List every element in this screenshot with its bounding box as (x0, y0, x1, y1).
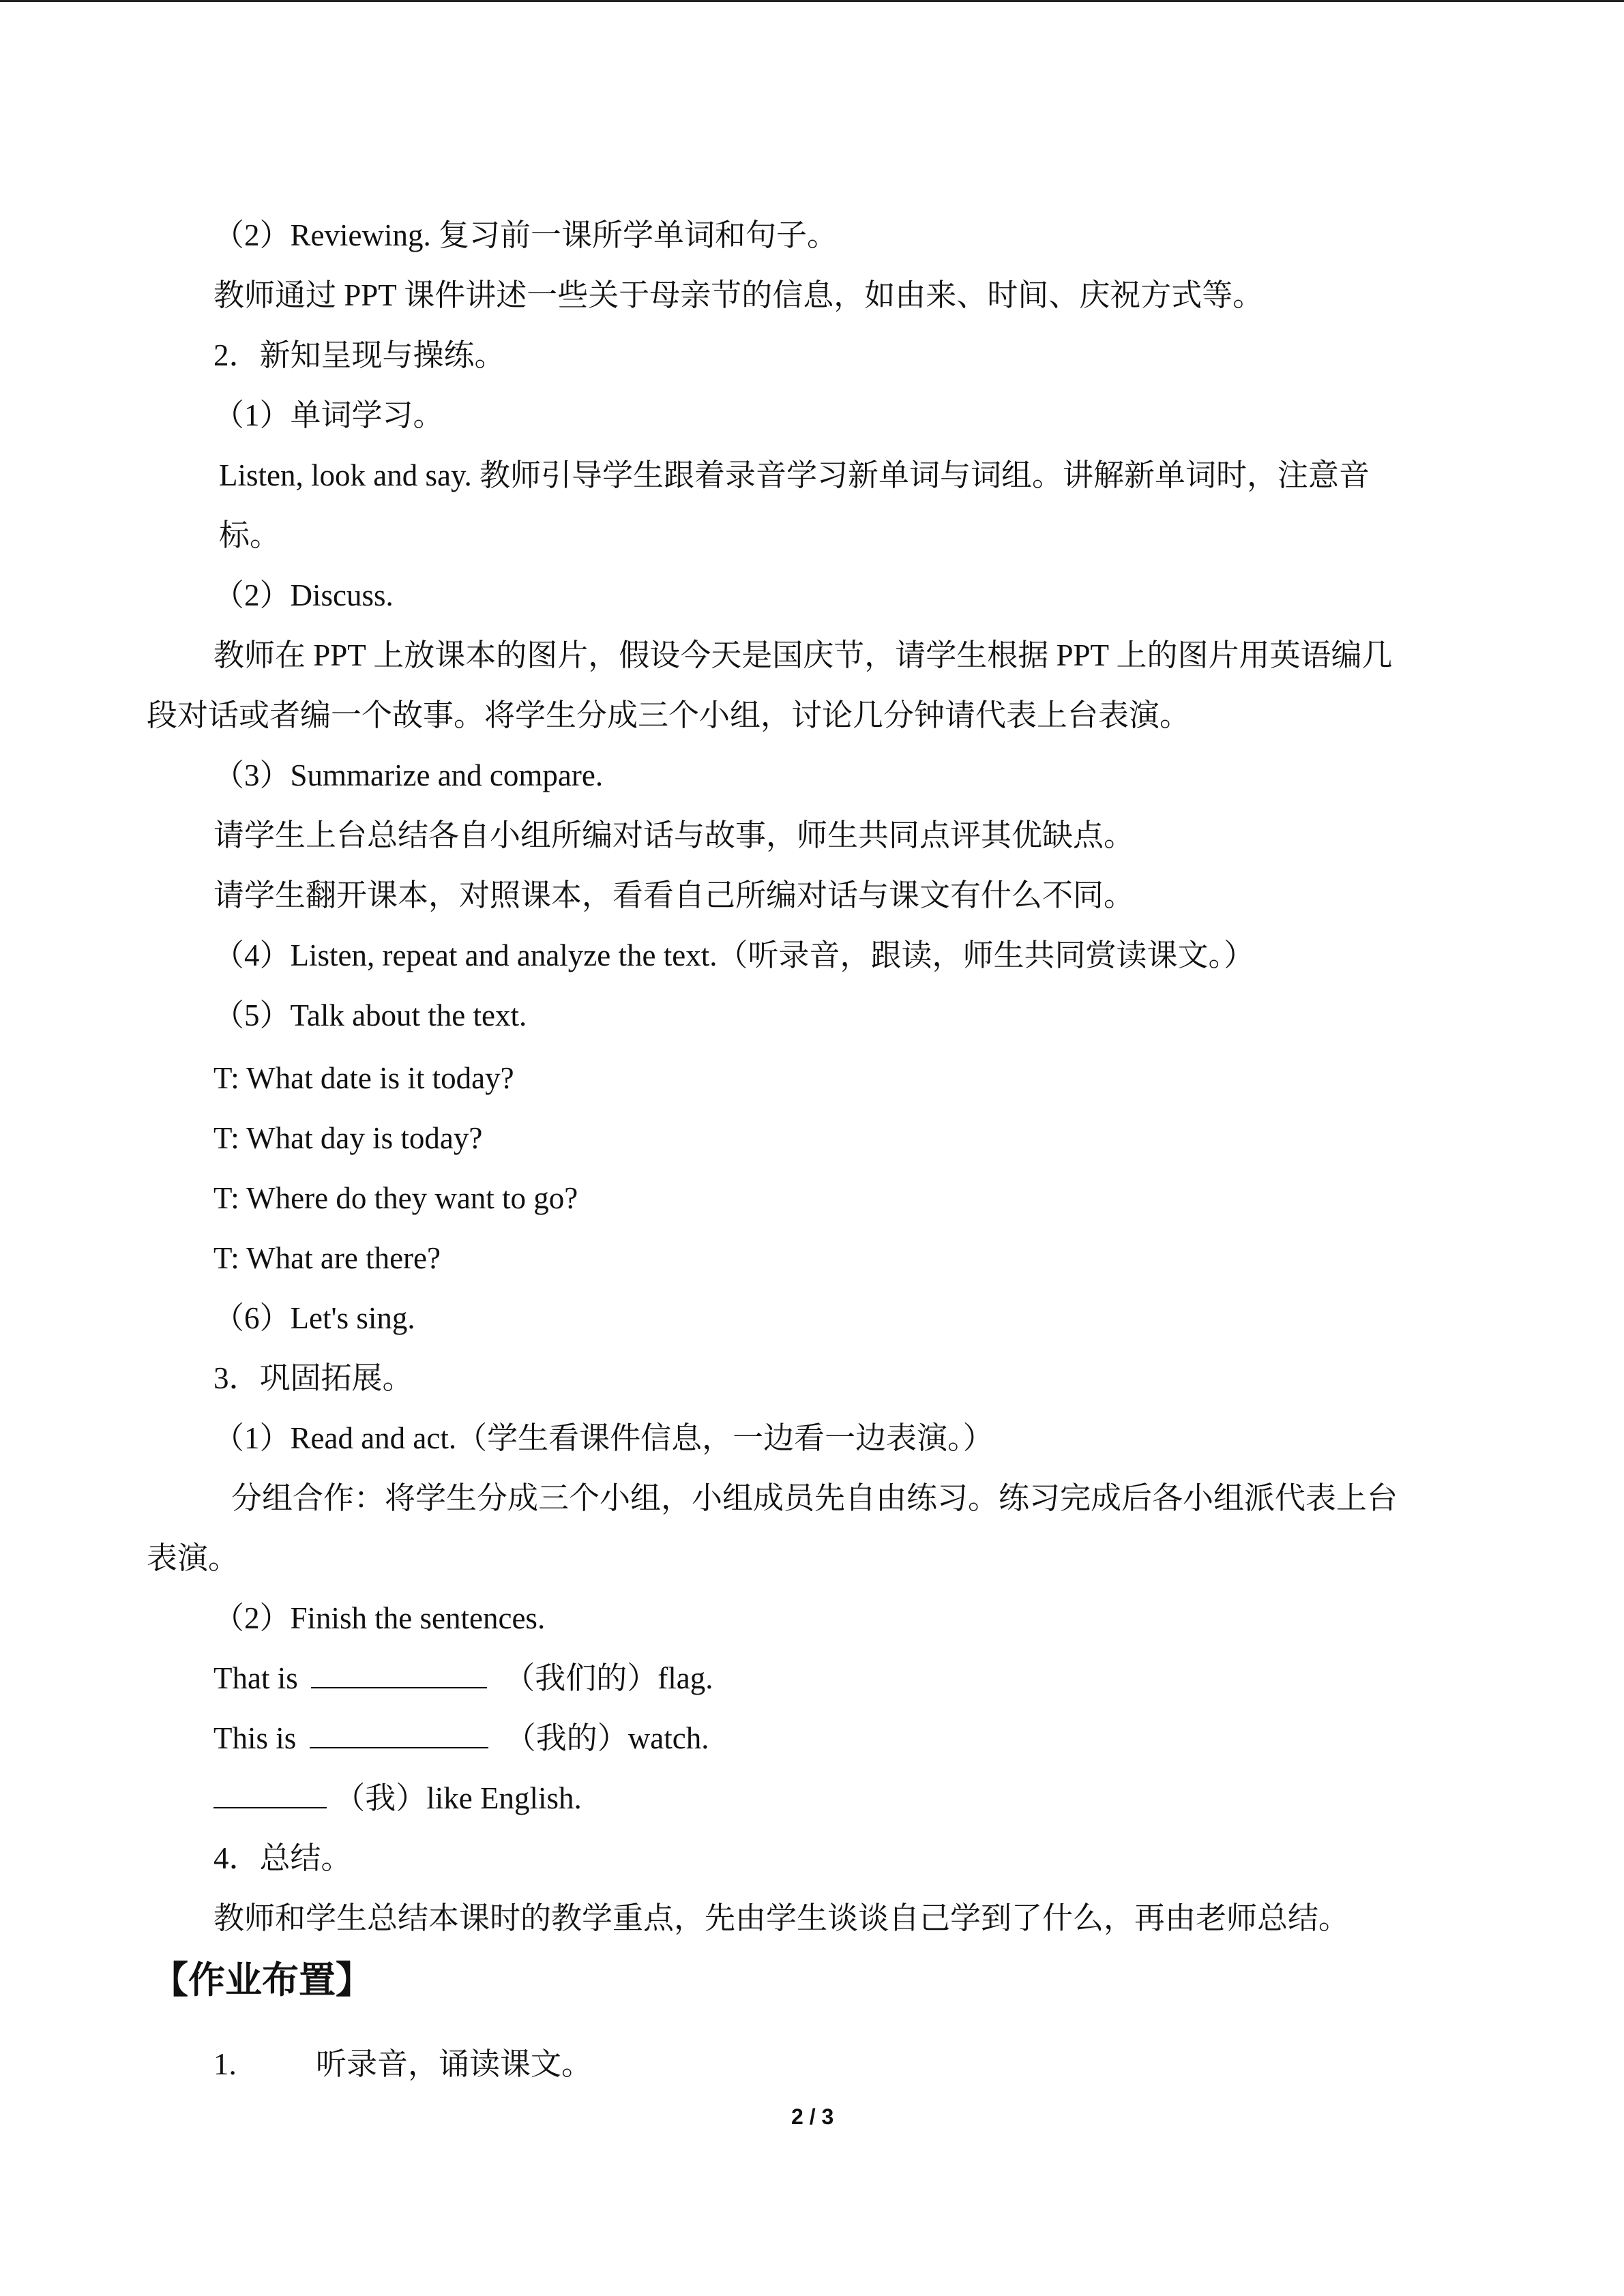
homework-item-1 (213, 2044, 592, 2085)
summarize-description-1: 请学生上台总结各自小组所编对话与故事，师生共同点评其优缺点。 (213, 818, 1135, 852)
group-work-description-line1: 分组合作：将学生分成三个小组，小组成员先自由练习。练习完成后各小组派代表上台 (231, 1481, 1398, 1515)
step-discuss: （2）Discuss. (213, 578, 394, 612)
section-summary: 4．总结。 (213, 1841, 352, 1875)
sentence-watch (213, 1718, 709, 1759)
homework-heading: 【作业布置】 (151, 1958, 372, 2001)
step-listen-repeat: （4）Listen, repeat and analyze the text.（听录音，跟读，师生共同赏读课文。） (213, 938, 1254, 972)
step-lets-sing: （6）Let's sing. (213, 1301, 415, 1335)
summary-description: 教师和学生总结本课时的教学重点，先由学生谈谈自己学到了什么，再由老师总结。 (213, 1901, 1350, 1935)
reviewing-description: 教师通过 PPT 课件讲述一些关于母亲节的信息，如由来、时间、庆祝方式等。 (213, 278, 1264, 312)
blank-i (213, 1780, 327, 1808)
sentence-watch-suffix: （我的）watch. (505, 1721, 709, 1755)
section-new-knowledge: 2．新知呈现与操练。 (213, 338, 505, 372)
step-talk-about-text: （5）Talk about the text. (213, 998, 527, 1032)
discuss-description-line1: 教师在 PPT 上放课本的图片，假设今天是国庆节，请学生根据 PPT 上的图片用英语编几 (213, 638, 1393, 672)
step-finish-sentences: （2）Finish the sentences. (213, 1601, 546, 1635)
question-what-there: T: What are there? (213, 1241, 441, 1275)
sentence-flag-suffix: （我们的）flag. (504, 1661, 713, 1695)
homework-item-1-text: 听录音，诵读课文。 (316, 2047, 593, 2081)
word-study-description-line2: 标。 (219, 518, 281, 552)
step-reviewing: （2）Reviewing. 复习前一课所学单词和句子。 (213, 218, 838, 252)
discuss-description-line2: 段对话或者编一个故事。将学生分成三个小组，讨论几分钟请代表上台表演。 (147, 698, 1191, 732)
step-summarize: （3）Summarize and compare. (213, 758, 604, 792)
question-date: T: What date is it today? (213, 1061, 514, 1095)
blank-mine (310, 1720, 488, 1748)
step-word-study: （1）单词学习。 (213, 398, 444, 432)
page-number: 2 / 3 (791, 2104, 834, 2129)
word-study-description-line1: Listen, look and say. 教师引导学生跟着录音学习新单词与词组。讲解新单词时，注意音 (219, 458, 1370, 492)
sentence-flag (213, 1658, 713, 1699)
sentence-english (213, 1778, 582, 1819)
page-top-border (0, 0, 1624, 2)
sentence-english-suffix: （我）like English. (334, 1781, 582, 1815)
sentence-flag-prefix: That is (213, 1661, 298, 1695)
step-read-and-act: （1）Read and act.（学生看课件信息，一边看一边表演。） (213, 1421, 994, 1455)
homework-item-1-number: 1. (213, 2047, 237, 2081)
group-work-description-line2: 表演。 (147, 1541, 239, 1575)
question-where: T: Where do they want to go? (213, 1181, 578, 1215)
sentence-watch-prefix: This is (213, 1721, 297, 1755)
question-day: T: What day is today? (213, 1121, 483, 1155)
section-consolidation: 3．巩固拓展。 (213, 1361, 413, 1395)
blank-ours (311, 1660, 487, 1688)
summarize-description-2: 请学生翻开课本，对照课本，看看自己所编对话与课文有什么不同。 (213, 878, 1135, 912)
